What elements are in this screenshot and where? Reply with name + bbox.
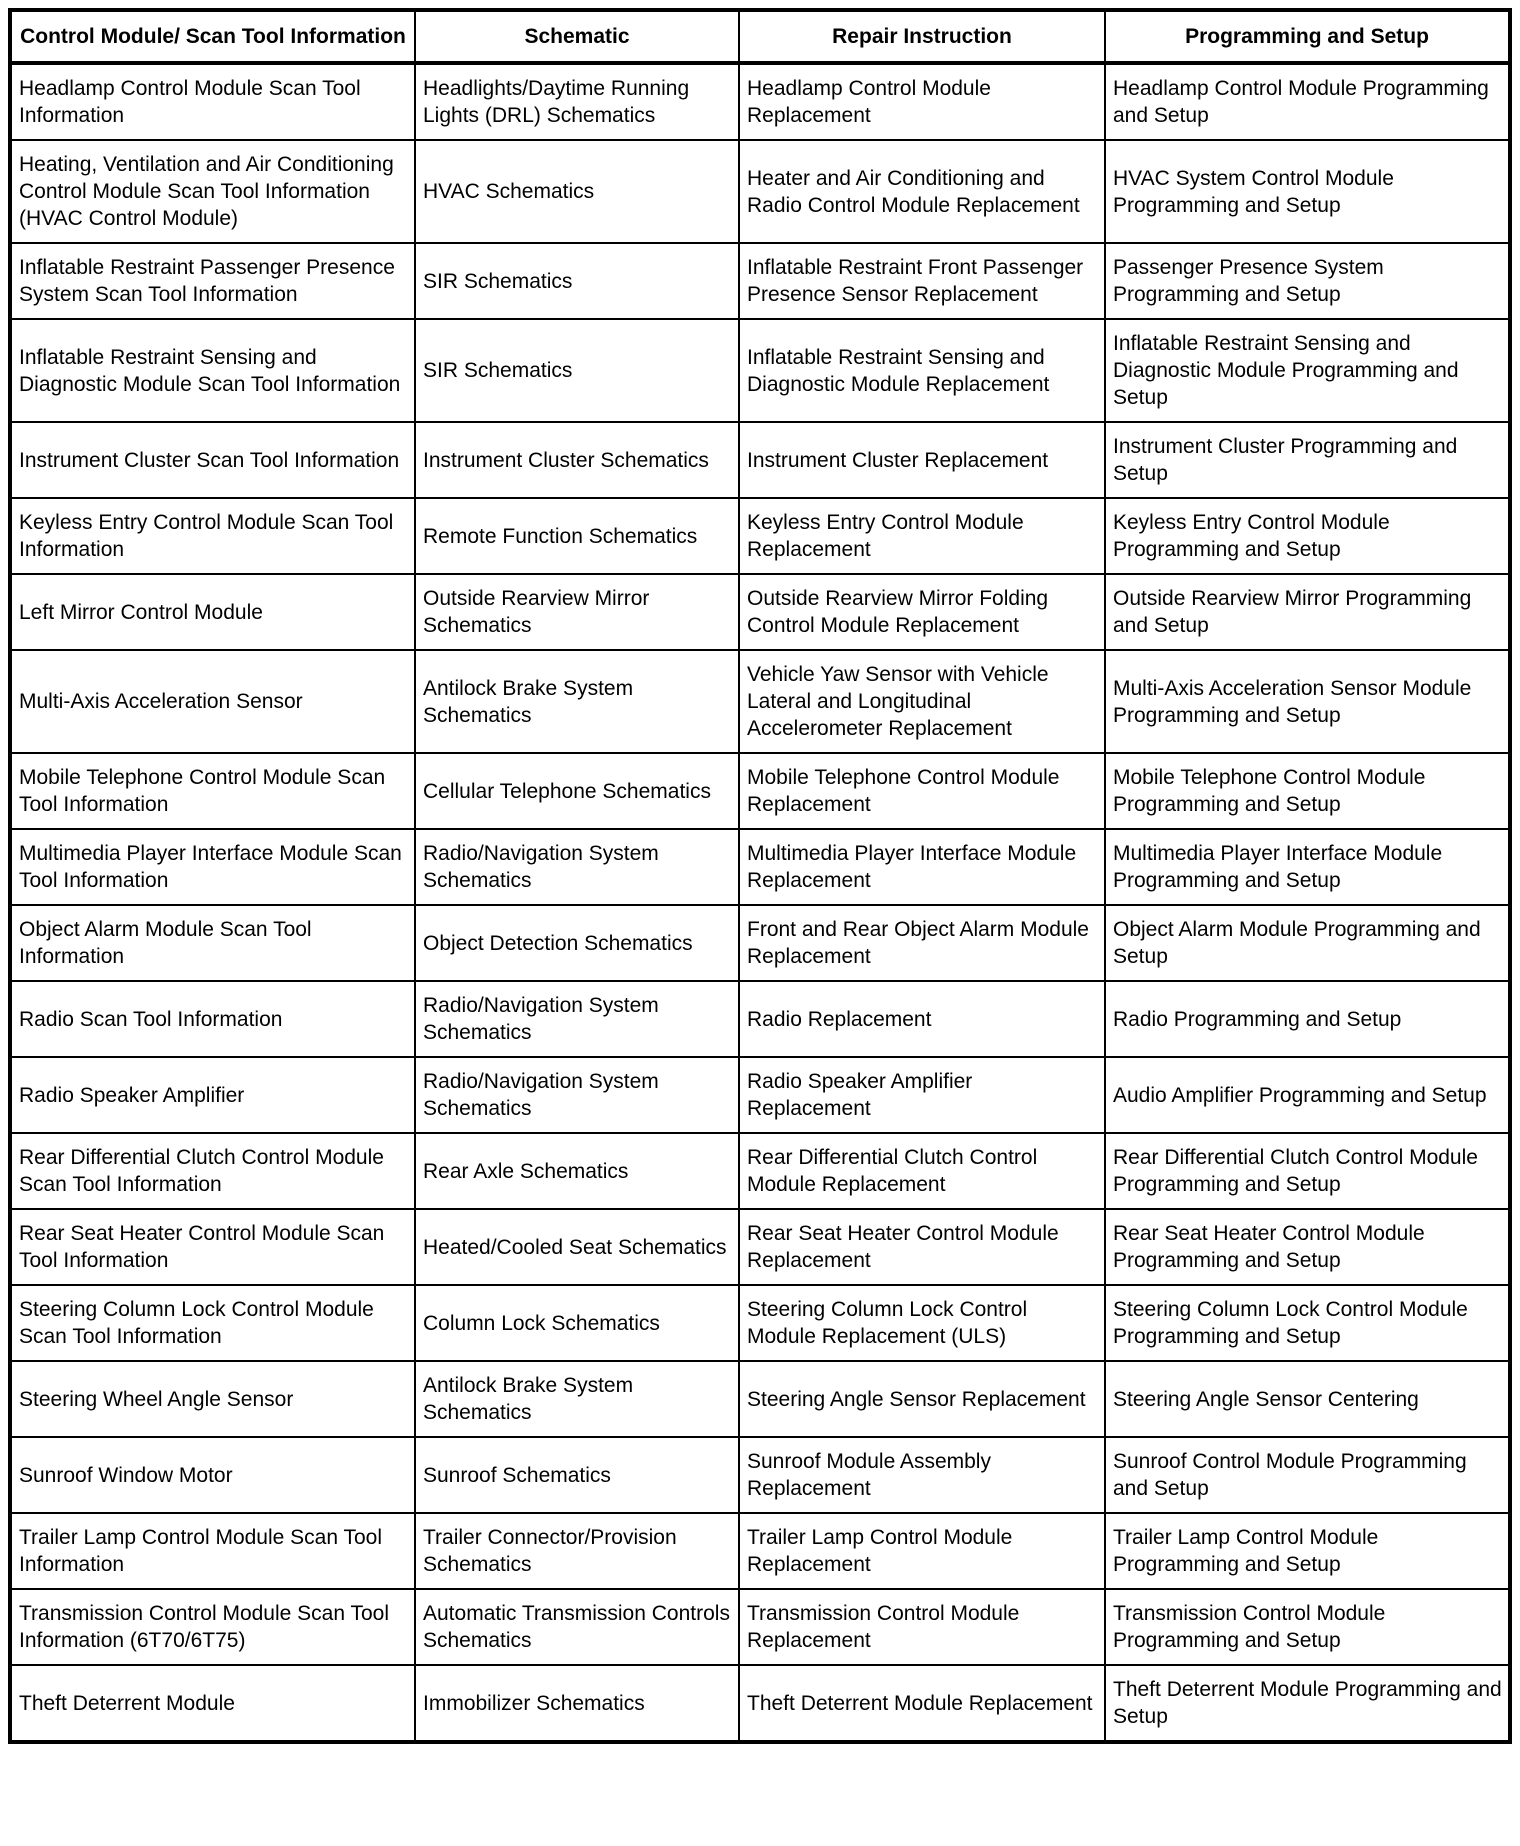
table-row bbox=[10, 63, 1510, 140]
cell-programming-setup: Multimedia Player Interface Module Programming and Setup bbox=[1105, 829, 1510, 905]
cell-schematic: Headlights/Daytime Running Lights (DRL) Schematics bbox=[415, 63, 739, 140]
table-row bbox=[10, 1209, 1510, 1285]
cell-control-module-info: Radio Speaker Amplifier bbox=[10, 1057, 415, 1133]
cell-programming-setup: Headlamp Control Module Programming and Setup bbox=[1105, 63, 1510, 140]
cell-programming-setup: Instrument Cluster Programming and Setup bbox=[1105, 422, 1510, 498]
cell-schematic: Radio/Navigation System Schematics bbox=[415, 981, 739, 1057]
table-row bbox=[10, 1437, 1510, 1513]
cell-control-module-info: Sunroof Window Motor bbox=[10, 1437, 415, 1513]
cell-programming-setup: Rear Seat Heater Control Module Programming and Setup bbox=[1105, 1209, 1510, 1285]
cell-control-module-info: Steering Column Lock Control Module Scan Tool Information bbox=[10, 1285, 415, 1361]
header-repair-instruction: Repair Instruction bbox=[739, 10, 1105, 63]
cell-programming-setup: Object Alarm Module Programming and Setup bbox=[1105, 905, 1510, 981]
cell-repair-instruction: Sunroof Module Assembly Replacement bbox=[739, 1437, 1105, 1513]
cell-programming-setup: Outside Rearview Mirror Programming and Setup bbox=[1105, 574, 1510, 650]
table-body bbox=[10, 63, 1510, 1742]
cell-repair-instruction: Theft Deterrent Module Replacement bbox=[739, 1665, 1105, 1742]
table-row bbox=[10, 140, 1510, 243]
cell-control-module-info: Multimedia Player Interface Module Scan Tool Information bbox=[10, 829, 415, 905]
table-row bbox=[10, 422, 1510, 498]
cell-repair-instruction: Steering Column Lock Control Module Replacement (ULS) bbox=[739, 1285, 1105, 1361]
cell-schematic: Column Lock Schematics bbox=[415, 1285, 739, 1361]
header-programming-setup: Programming and Setup bbox=[1105, 10, 1510, 63]
table-row bbox=[10, 981, 1510, 1057]
header-row bbox=[10, 10, 1510, 63]
table-row bbox=[10, 905, 1510, 981]
cell-control-module-info: Headlamp Control Module Scan Tool Information bbox=[10, 63, 415, 140]
cell-repair-instruction: Vehicle Yaw Sensor with Vehicle Lateral and Longitudinal Accelerometer Replacement bbox=[739, 650, 1105, 753]
cell-repair-instruction: Multimedia Player Interface Module Replacement bbox=[739, 829, 1105, 905]
cell-repair-instruction: Outside Rearview Mirror Folding Control Module Replacement bbox=[739, 574, 1105, 650]
cell-programming-setup: Trailer Lamp Control Module Programming and Setup bbox=[1105, 1513, 1510, 1589]
table-row bbox=[10, 319, 1510, 422]
table-row bbox=[10, 650, 1510, 753]
cell-control-module-info: Inflatable Restraint Sensing and Diagnostic Module Scan Tool Information bbox=[10, 319, 415, 422]
cell-repair-instruction: Front and Rear Object Alarm Module Replacement bbox=[739, 905, 1105, 981]
table-row bbox=[10, 1513, 1510, 1589]
table-row bbox=[10, 574, 1510, 650]
cell-schematic: Instrument Cluster Schematics bbox=[415, 422, 739, 498]
table-row bbox=[10, 1057, 1510, 1133]
cell-schematic: SIR Schematics bbox=[415, 243, 739, 319]
cell-programming-setup: Mobile Telephone Control Module Programming and Setup bbox=[1105, 753, 1510, 829]
cell-control-module-info: Trailer Lamp Control Module Scan Tool Information bbox=[10, 1513, 415, 1589]
table-row bbox=[10, 1361, 1510, 1437]
cell-programming-setup: Radio Programming and Setup bbox=[1105, 981, 1510, 1057]
cell-repair-instruction: Radio Speaker Amplifier Replacement bbox=[739, 1057, 1105, 1133]
cell-control-module-info: Inflatable Restraint Passenger Presence System Scan Tool Information bbox=[10, 243, 415, 319]
cell-schematic: Rear Axle Schematics bbox=[415, 1133, 739, 1209]
cell-control-module-info: Radio Scan Tool Information bbox=[10, 981, 415, 1057]
table-row bbox=[10, 753, 1510, 829]
cell-control-module-info: Instrument Cluster Scan Tool Information bbox=[10, 422, 415, 498]
cell-control-module-info: Transmission Control Module Scan Tool Information (6T70/6T75) bbox=[10, 1589, 415, 1665]
cell-programming-setup: Rear Differential Clutch Control Module Programming and Setup bbox=[1105, 1133, 1510, 1209]
cell-repair-instruction: Transmission Control Module Replacement bbox=[739, 1589, 1105, 1665]
cell-repair-instruction: Radio Replacement bbox=[739, 981, 1105, 1057]
cell-schematic: Immobilizer Schematics bbox=[415, 1665, 739, 1742]
cell-control-module-info: Object Alarm Module Scan Tool Information bbox=[10, 905, 415, 981]
cell-programming-setup: Transmission Control Module Programming and Setup bbox=[1105, 1589, 1510, 1665]
control-module-scan-tool-table bbox=[8, 8, 1512, 1744]
cell-schematic: Object Detection Schematics bbox=[415, 905, 739, 981]
cell-schematic: Radio/Navigation System Schematics bbox=[415, 1057, 739, 1133]
cell-control-module-info: Keyless Entry Control Module Scan Tool Information bbox=[10, 498, 415, 574]
cell-repair-instruction: Headlamp Control Module Replacement bbox=[739, 63, 1105, 140]
cell-schematic: Cellular Telephone Schematics bbox=[415, 753, 739, 829]
cell-programming-setup: Audio Amplifier Programming and Setup bbox=[1105, 1057, 1510, 1133]
table-row bbox=[10, 1665, 1510, 1742]
cell-schematic: Trailer Connector/Provision Schematics bbox=[415, 1513, 739, 1589]
cell-repair-instruction: Trailer Lamp Control Module Replacement bbox=[739, 1513, 1105, 1589]
table-row bbox=[10, 1589, 1510, 1665]
header-schematic: Schematic bbox=[415, 10, 739, 63]
cell-schematic: Antilock Brake System Schematics bbox=[415, 1361, 739, 1437]
table-header bbox=[10, 10, 1510, 63]
cell-schematic: Heated/Cooled Seat Schematics bbox=[415, 1209, 739, 1285]
cell-programming-setup: Steering Column Lock Control Module Programming and Setup bbox=[1105, 1285, 1510, 1361]
cell-repair-instruction: Rear Differential Clutch Control Module Replacement bbox=[739, 1133, 1105, 1209]
cell-schematic: SIR Schematics bbox=[415, 319, 739, 422]
table-row bbox=[10, 243, 1510, 319]
cell-schematic: Remote Function Schematics bbox=[415, 498, 739, 574]
cell-repair-instruction: Keyless Entry Control Module Replacement bbox=[739, 498, 1105, 574]
cell-control-module-info: Left Mirror Control Module bbox=[10, 574, 415, 650]
cell-repair-instruction: Steering Angle Sensor Replacement bbox=[739, 1361, 1105, 1437]
cell-repair-instruction: Rear Seat Heater Control Module Replacement bbox=[739, 1209, 1105, 1285]
cell-control-module-info: Multi-Axis Acceleration Sensor bbox=[10, 650, 415, 753]
header-control-module-info: Control Module/ Scan Tool Information bbox=[10, 10, 415, 63]
cell-programming-setup: Sunroof Control Module Programming and Setup bbox=[1105, 1437, 1510, 1513]
cell-programming-setup: Multi-Axis Acceleration Sensor Module Programming and Setup bbox=[1105, 650, 1510, 753]
cell-control-module-info: Rear Seat Heater Control Module Scan Tool Information bbox=[10, 1209, 415, 1285]
cell-programming-setup: Steering Angle Sensor Centering bbox=[1105, 1361, 1510, 1437]
cell-repair-instruction: Inflatable Restraint Sensing and Diagnostic Module Replacement bbox=[739, 319, 1105, 422]
cell-schematic: Automatic Transmission Controls Schematics bbox=[415, 1589, 739, 1665]
cell-schematic: Sunroof Schematics bbox=[415, 1437, 739, 1513]
cell-programming-setup: Inflatable Restraint Sensing and Diagnostic Module Programming and Setup bbox=[1105, 319, 1510, 422]
table-row bbox=[10, 1133, 1510, 1209]
cell-control-module-info: Steering Wheel Angle Sensor bbox=[10, 1361, 415, 1437]
cell-repair-instruction: Mobile Telephone Control Module Replacement bbox=[739, 753, 1105, 829]
cell-control-module-info: Mobile Telephone Control Module Scan Tool Information bbox=[10, 753, 415, 829]
table-row bbox=[10, 1285, 1510, 1361]
cell-schematic: Outside Rearview Mirror Schematics bbox=[415, 574, 739, 650]
cell-repair-instruction: Heater and Air Conditioning and Radio Control Module Replacement bbox=[739, 140, 1105, 243]
cell-schematic: Radio/Navigation System Schematics bbox=[415, 829, 739, 905]
cell-schematic: HVAC Schematics bbox=[415, 140, 739, 243]
cell-schematic: Antilock Brake System Schematics bbox=[415, 650, 739, 753]
table-row bbox=[10, 829, 1510, 905]
cell-control-module-info: Heating, Ventilation and Air Conditioning Control Module Scan Tool Information (HVAC Control Module) bbox=[10, 140, 415, 243]
cell-programming-setup: Theft Deterrent Module Programming and Setup bbox=[1105, 1665, 1510, 1742]
cell-repair-instruction: Inflatable Restraint Front Passenger Presence Sensor Replacement bbox=[739, 243, 1105, 319]
cell-programming-setup: Passenger Presence System Programming and Setup bbox=[1105, 243, 1510, 319]
cell-programming-setup: HVAC System Control Module Programming and Setup bbox=[1105, 140, 1510, 243]
cell-control-module-info: Rear Differential Clutch Control Module Scan Tool Information bbox=[10, 1133, 415, 1209]
cell-programming-setup: Keyless Entry Control Module Programming and Setup bbox=[1105, 498, 1510, 574]
table-row bbox=[10, 498, 1510, 574]
cell-control-module-info: Theft Deterrent Module bbox=[10, 1665, 415, 1742]
cell-repair-instruction: Instrument Cluster Replacement bbox=[739, 422, 1105, 498]
